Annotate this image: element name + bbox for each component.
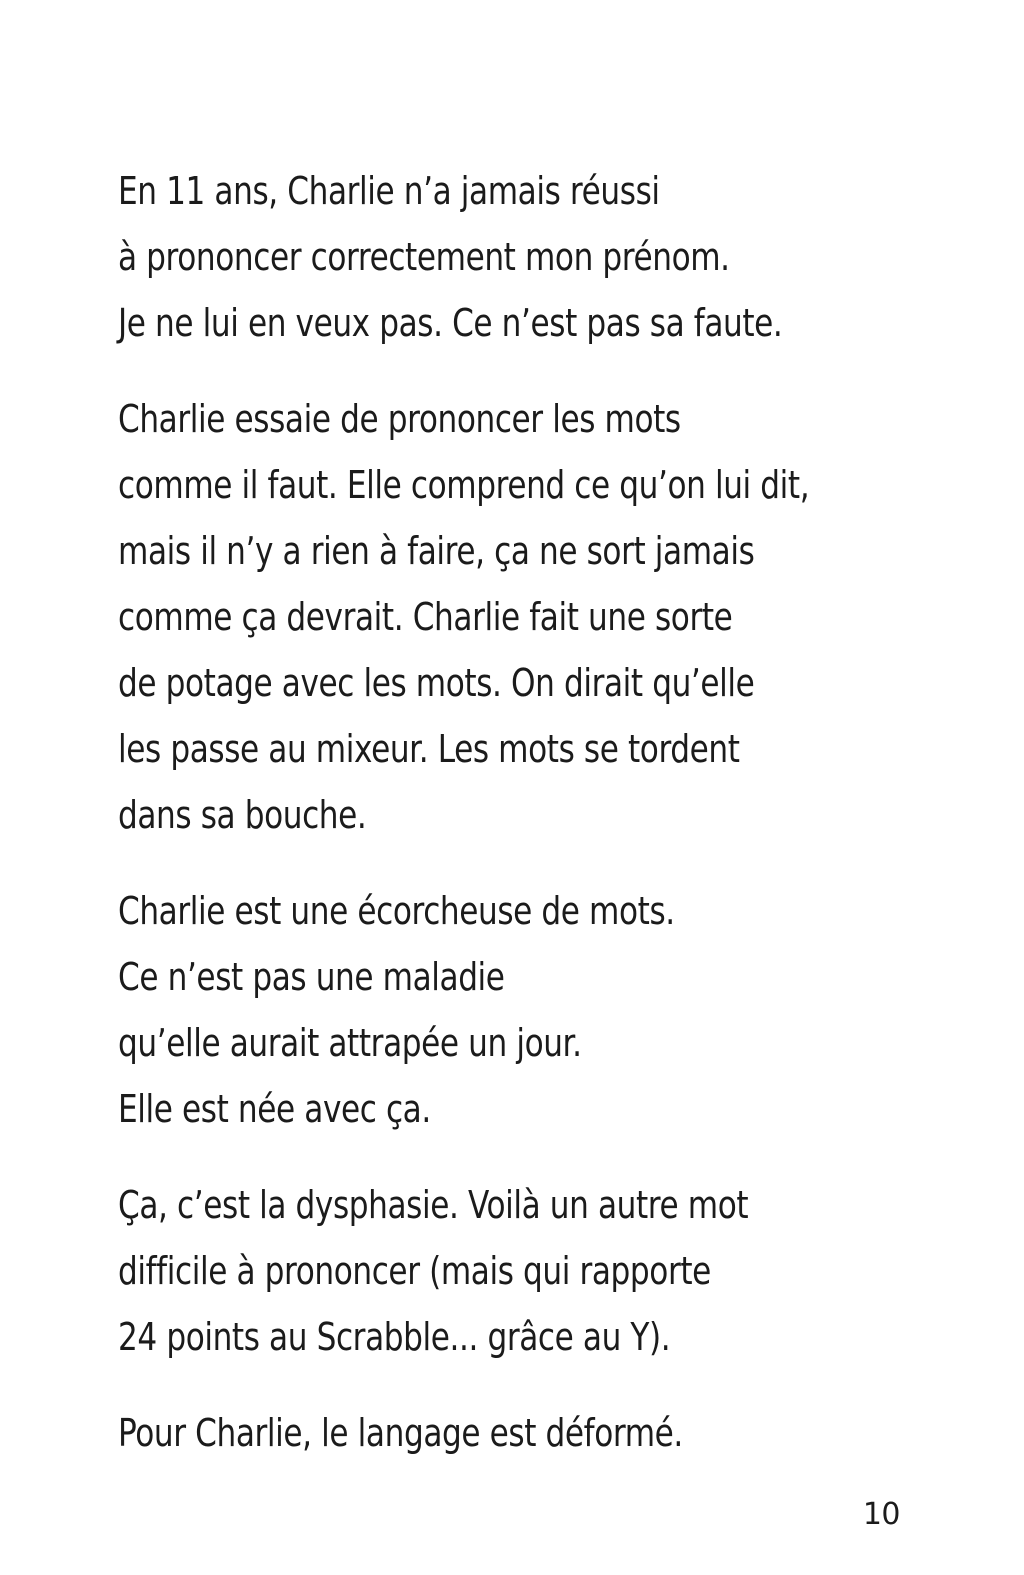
paragraph-4 xyxy=(118,1172,961,1370)
text-line: qu’elle aurait attrapée un jour. xyxy=(118,1021,582,1065)
text-line: difficile à prononcer (mais qui rapporte xyxy=(118,1249,711,1293)
body-text xyxy=(118,158,961,1496)
paragraph-5 xyxy=(118,1400,961,1466)
text-line: les passe au mixeur. Les mots se tordent xyxy=(118,727,740,771)
text-line: Charlie essaie de prononcer les mots xyxy=(118,397,681,441)
text-line: de potage avec les mots. On dirait qu’elle xyxy=(118,661,755,705)
text-line: à prononcer correctement mon prénom. xyxy=(118,235,730,279)
text-line: Ça, c’est la dysphasie. Voilà un autre mot xyxy=(118,1183,749,1227)
text-line: mais il n’y a rien à faire, ça ne sort jamais xyxy=(118,529,755,573)
text-line: Ce n’est pas une maladie xyxy=(118,955,505,999)
paragraph-1 xyxy=(118,158,961,356)
text-line: Je ne lui en veux pas. Ce n’est pas sa faute. xyxy=(118,301,783,345)
paragraph-2 xyxy=(118,386,961,848)
text-line: Elle est née avec ça. xyxy=(118,1087,431,1131)
text-line: dans sa bouche. xyxy=(118,793,367,837)
text-line: 24 points au Scrabble... grâce au Y). xyxy=(118,1315,671,1359)
text-line: Charlie est une écorcheuse de mots. xyxy=(118,889,675,933)
text-line: comme ça devrait. Charlie fait une sorte xyxy=(118,595,733,639)
page-number: 10 xyxy=(862,1497,900,1532)
text-line: Pour Charlie, le langage est déformé. xyxy=(118,1411,683,1455)
text-line: comme il faut. Elle comprend ce qu’on lui dit, xyxy=(118,463,810,507)
text-line: En 11 ans, Charlie n’a jamais réussi xyxy=(118,169,660,213)
paragraph-3 xyxy=(118,878,961,1142)
